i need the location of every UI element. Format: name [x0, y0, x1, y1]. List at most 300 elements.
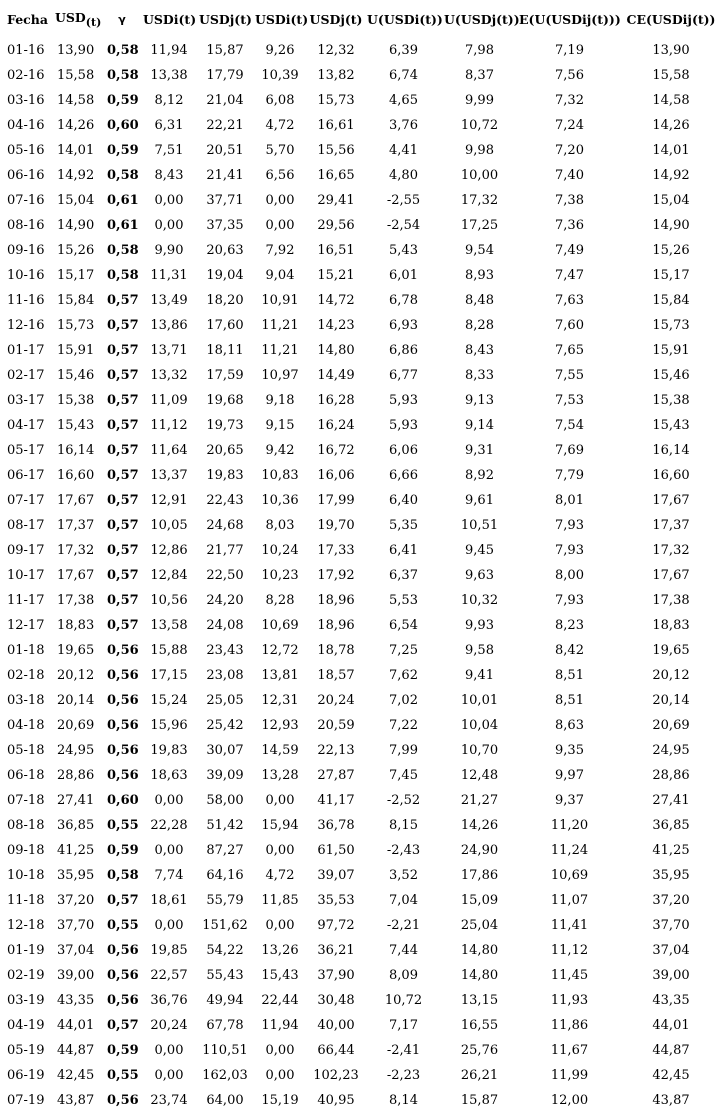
cell-e-u: 11,41 [550, 918, 589, 933]
cell-usd: 44,01 [57, 1018, 95, 1033]
cell-usdj-2: 15,21 [317, 268, 355, 283]
table-row [1, 488, 720, 513]
cell-e-u: 11,20 [550, 818, 589, 833]
cell-usdi-2: 13,26 [261, 943, 299, 958]
cell-usdj-1: 64,16 [206, 868, 244, 883]
cell-usdj-1: 18,20 [206, 293, 244, 308]
cell-ce: 17,37 [652, 518, 690, 533]
cell-usd: 20,12 [57, 668, 95, 683]
cell-gamma: 0,57 [107, 343, 139, 358]
cell-usdj-2: 18,96 [317, 593, 355, 608]
cell-ce: 28,86 [652, 768, 690, 783]
cell-ce: 15,17 [652, 268, 690, 283]
cell-ce: 37,04 [652, 943, 690, 958]
cell-fecha: 03-17 [7, 393, 45, 408]
cell-usdj-1: 19,83 [206, 468, 244, 483]
cell-u-usdj: 14,80 [460, 943, 499, 958]
cell-u-usdi: 7,44 [389, 943, 418, 958]
cell-usdi-2: 0,00 [265, 793, 295, 808]
table-row [1, 338, 720, 363]
table-row [1, 288, 720, 313]
cell-usdj-2: 39,07 [317, 868, 355, 883]
cell-gamma: 0,57 [107, 618, 139, 633]
cell-usd: 17,67 [57, 568, 95, 583]
cell-gamma: 0,57 [107, 518, 139, 533]
cell-usdi-1: 13,71 [150, 343, 188, 358]
table-row [1, 1038, 720, 1063]
cell-e-u: 8,51 [555, 668, 584, 683]
cell-usdi-2: 0,00 [265, 218, 295, 233]
cell-fecha: 01-17 [7, 343, 45, 358]
cell-e-u: 8,00 [555, 568, 584, 583]
cell-ce: 20,69 [652, 718, 690, 733]
cell-usdi-1: 11,12 [150, 418, 188, 433]
cell-e-u: 7,60 [555, 318, 584, 333]
cell-u-usdi: 8,15 [389, 818, 418, 833]
cell-usdi-1: 22,57 [150, 968, 188, 983]
cell-usdi-1: 9,90 [154, 243, 184, 258]
table-row [1, 538, 720, 563]
cell-gamma: 0,57 [107, 593, 139, 608]
cell-u-usdj: 25,76 [460, 1043, 499, 1058]
cell-usdi-1: 7,51 [154, 143, 184, 158]
cell-usdi-2: 8,28 [265, 593, 295, 608]
cell-ce: 43,35 [652, 993, 690, 1008]
cell-usdi-1: 13,86 [150, 318, 188, 333]
cell-e-u: 7,49 [555, 243, 584, 258]
cell-usd: 44,87 [57, 1043, 95, 1058]
header-row [1, 0, 720, 38]
cell-usdj-2: 97,72 [317, 918, 355, 933]
cell-usdj-1: 25,42 [206, 718, 244, 733]
header-u-usdi: U(USDi(t)) [367, 11, 443, 27]
cell-usdj-1: 24,20 [206, 593, 244, 608]
cell-u-usdj: 9,41 [465, 668, 494, 683]
cell-usdj-1: 37,71 [206, 193, 244, 208]
cell-usdj-2: 16,65 [317, 168, 355, 183]
cell-ce: 15,26 [652, 243, 690, 258]
cell-usdj-1: 87,27 [206, 843, 244, 858]
cell-usdi-1: 15,96 [150, 718, 188, 733]
cell-ce: 14,90 [652, 218, 690, 233]
cell-usdi-2: 10,83 [261, 468, 299, 483]
cell-usd: 14,26 [57, 118, 95, 133]
cell-usdj-2: 14,80 [317, 343, 355, 358]
cell-u-usdj: 12,48 [460, 768, 499, 783]
cell-usdi-2: 12,93 [261, 718, 299, 733]
cell-usdi-2: 12,72 [261, 643, 299, 658]
cell-fecha: 07-19 [7, 1093, 45, 1108]
cell-usdi-2: 22,44 [261, 993, 299, 1008]
cell-usdi-2: 10,91 [261, 293, 299, 308]
cell-gamma: 0,61 [107, 218, 139, 233]
cell-usdj-2: 18,57 [317, 668, 355, 683]
cell-usdi-2: 6,08 [265, 93, 295, 108]
cell-usdi-1: 12,91 [150, 493, 188, 508]
cell-usdj-2: 29,41 [317, 193, 355, 208]
cell-ce: 15,04 [652, 193, 690, 208]
header-usdi-2: USDi(t) [255, 11, 309, 27]
cell-e-u: 9,97 [555, 768, 584, 783]
header-gamma: γ [118, 12, 126, 26]
cell-ce: 41,25 [652, 843, 690, 858]
cell-usdi-1: 8,43 [154, 168, 184, 183]
table-row [1, 1063, 720, 1088]
cell-fecha: 05-19 [7, 1043, 45, 1058]
cell-usdj-2: 15,56 [317, 143, 355, 158]
cell-usd: 39,00 [57, 968, 95, 983]
cell-ce: 15,46 [652, 368, 690, 383]
cell-gamma: 0,56 [107, 968, 139, 983]
cell-ce: 44,87 [652, 1043, 690, 1058]
cell-u-usdj: 9,98 [465, 143, 494, 158]
cell-ce: 15,91 [652, 343, 690, 358]
cell-usd: 15,84 [57, 293, 95, 308]
cell-fecha: 01-18 [7, 643, 45, 658]
cell-usd: 16,14 [57, 443, 95, 458]
cell-fecha: 10-16 [7, 268, 45, 283]
cell-usdi-1: 20,24 [150, 1018, 188, 1033]
table-row [1, 238, 720, 263]
cell-gamma: 0,59 [107, 143, 139, 158]
cell-ce: 20,12 [652, 668, 690, 683]
cell-u-usdi: 6,74 [389, 68, 418, 83]
cell-usdj-1: 22,43 [206, 493, 244, 508]
cell-usdi-2: 8,03 [265, 518, 295, 533]
cell-fecha: 04-17 [7, 418, 45, 433]
cell-u-usdi: 6,40 [389, 493, 418, 508]
table-row [1, 588, 720, 613]
cell-e-u: 7,69 [555, 443, 584, 458]
cell-usd: 17,32 [57, 543, 95, 558]
cell-e-u: 11,93 [550, 993, 589, 1008]
cell-u-usdi: 10,72 [384, 993, 423, 1008]
cell-u-usdi: 7,45 [389, 768, 418, 783]
cell-ce: 43,87 [652, 1093, 690, 1108]
cell-usdj-2: 14,23 [317, 318, 355, 333]
cell-usdj-2: 22,13 [317, 743, 355, 758]
cell-usdi-1: 19,83 [150, 743, 188, 758]
table-row [1, 563, 720, 588]
cell-usdj-1: 20,65 [206, 443, 244, 458]
cell-usdj-2: 17,99 [317, 493, 355, 508]
cell-usd: 28,86 [57, 768, 95, 783]
cell-usdi-2: 6,56 [265, 168, 295, 183]
cell-fecha: 05-17 [7, 443, 45, 458]
cell-fecha: 12-16 [7, 318, 45, 333]
cell-usdi-1: 11,31 [150, 268, 188, 283]
cell-usdj-1: 22,50 [206, 568, 244, 583]
cell-usdi-1: 10,56 [150, 593, 188, 608]
cell-usdi-1: 19,85 [150, 943, 188, 958]
cell-u-usdi: 6,77 [389, 368, 418, 383]
cell-u-usdj: 10,70 [460, 743, 499, 758]
cell-e-u: 11,99 [550, 1068, 589, 1083]
header-usd-sub: (t) [85, 15, 102, 29]
cell-u-usdj: 10,01 [460, 693, 499, 708]
cell-usdi-1: 0,00 [154, 193, 184, 208]
cell-u-usdj: 9,93 [465, 618, 494, 633]
cell-ce: 18,83 [652, 618, 690, 633]
cell-usdi-1: 11,94 [150, 43, 188, 58]
cell-u-usdj: 7,98 [465, 43, 494, 58]
cell-fecha: 11-16 [7, 293, 45, 308]
cell-ce: 16,14 [652, 443, 690, 458]
table-row [1, 938, 720, 963]
cell-usd: 20,14 [57, 693, 95, 708]
cell-gamma: 0,55 [107, 818, 139, 833]
cell-usdj-2: 36,21 [317, 943, 355, 958]
cell-usdj-1: 54,22 [206, 943, 244, 958]
cell-usdi-1: 18,61 [150, 893, 188, 908]
cell-fecha: 04-16 [7, 118, 45, 133]
cell-usdi-1: 12,84 [150, 568, 188, 583]
cell-usd: 43,35 [57, 993, 95, 1008]
cell-fecha: 06-19 [7, 1068, 45, 1083]
cell-u-usdi: 7,22 [389, 718, 418, 733]
header-usdj-1: USDj(t) [199, 11, 252, 27]
cell-e-u: 11,07 [550, 893, 589, 908]
cell-usd: 15,91 [57, 343, 95, 358]
cell-usdj-2: 16,28 [317, 393, 355, 408]
cell-usdi-1: 10,05 [150, 518, 188, 533]
cell-fecha: 09-18 [7, 843, 45, 858]
cell-ce: 14,58 [652, 93, 690, 108]
cell-ce: 16,60 [652, 468, 690, 483]
table-row [1, 863, 720, 888]
cell-usdi-2: 9,26 [265, 43, 295, 58]
cell-usd: 14,01 [57, 143, 95, 158]
table-row [1, 438, 720, 463]
cell-usd: 35,95 [57, 868, 95, 883]
table-row [1, 738, 720, 763]
cell-usdj-1: 17,59 [206, 368, 244, 383]
cell-usdi-2: 11,94 [261, 1018, 299, 1033]
header-u-usdj: U(USDj(t)) [444, 11, 520, 27]
cell-usdi-1: 8,12 [154, 93, 184, 108]
cell-ce: 44,01 [652, 1018, 690, 1033]
table-row [1, 263, 720, 288]
cell-usdj-1: 15,87 [206, 43, 244, 58]
cell-e-u: 7,54 [555, 418, 584, 433]
table-body [1, 38, 720, 1113]
cell-usdj-2: 15,73 [317, 93, 355, 108]
cell-u-usdj: 9,14 [465, 418, 494, 433]
cell-gamma: 0,58 [107, 243, 139, 258]
cell-usdj-2: 19,70 [317, 518, 355, 533]
cell-ce: 17,32 [652, 543, 690, 558]
cell-usdj-1: 19,04 [206, 268, 244, 283]
cell-usdj-1: 17,79 [206, 68, 244, 83]
cell-usdi-2: 0,00 [265, 1068, 295, 1083]
cell-u-usdj: 8,28 [465, 318, 494, 333]
cell-usd: 15,73 [57, 318, 95, 333]
cell-gamma: 0,57 [107, 1018, 139, 1033]
cell-usdj-1: 19,73 [206, 418, 244, 433]
cell-usdi-2: 4,72 [265, 868, 295, 883]
cell-fecha: 03-16 [7, 93, 45, 108]
cell-usdi-1: 0,00 [154, 218, 184, 233]
table-row [1, 913, 720, 938]
cell-u-usdj: 17,86 [460, 868, 499, 883]
cell-usdj-2: 13,82 [317, 68, 355, 83]
cell-fecha: 03-19 [7, 993, 45, 1008]
cell-usdj-2: 37,90 [317, 968, 355, 983]
cell-fecha: 01-16 [7, 43, 45, 58]
cell-e-u: 8,01 [555, 493, 584, 508]
cell-u-usdj: 10,72 [460, 118, 499, 133]
cell-usd: 15,26 [57, 243, 95, 258]
cell-gamma: 0,56 [107, 643, 139, 658]
cell-usdj-2: 18,96 [317, 618, 355, 633]
cell-usdi-2: 15,94 [261, 818, 299, 833]
cell-u-usdi: -2,23 [386, 1068, 421, 1083]
cell-e-u: 7,36 [555, 218, 584, 233]
cell-gamma: 0,57 [107, 568, 139, 583]
cell-usdi-1: 13,37 [150, 468, 188, 483]
cell-ce: 15,84 [652, 293, 690, 308]
cell-gamma: 0,58 [107, 43, 139, 58]
cell-fecha: 12-17 [7, 618, 45, 633]
table-row [1, 363, 720, 388]
cell-usdi-1: 13,58 [150, 618, 188, 633]
cell-ce: 13,90 [652, 43, 690, 58]
cell-u-usdj: 10,00 [460, 168, 499, 183]
cell-u-usdi: 5,43 [389, 243, 418, 258]
cell-u-usdj: 17,32 [460, 193, 499, 208]
cell-usdj-2: 18,78 [317, 643, 355, 658]
cell-usdi-2: 9,42 [265, 443, 295, 458]
cell-usdi-2: 0,00 [265, 193, 295, 208]
table-row [1, 513, 720, 538]
cell-usdi-1: 0,00 [154, 843, 184, 858]
cell-usdj-1: 162,03 [202, 1068, 248, 1083]
cell-gamma: 0,56 [107, 943, 139, 958]
table-row [1, 1088, 720, 1113]
cell-usdi-1: 7,74 [154, 868, 184, 883]
cell-gamma: 0,59 [107, 843, 139, 858]
cell-e-u: 7,79 [555, 468, 584, 483]
cell-u-usdj: 8,37 [465, 68, 494, 83]
cell-usd: 37,70 [57, 918, 95, 933]
cell-usdj-1: 21,41 [206, 168, 244, 183]
cell-e-u: 7,93 [555, 543, 584, 558]
cell-usdj-1: 58,00 [206, 793, 244, 808]
table-row [1, 888, 720, 913]
cell-u-usdi: -2,54 [386, 218, 421, 233]
cell-usd: 15,38 [57, 393, 95, 408]
cell-fecha: 02-19 [7, 968, 45, 983]
cell-gamma: 0,55 [107, 918, 139, 933]
cell-u-usdi: 5,93 [389, 393, 418, 408]
table-row [1, 638, 720, 663]
cell-gamma: 0,60 [107, 793, 139, 808]
cell-fecha: 03-18 [7, 693, 45, 708]
cell-gamma: 0,56 [107, 1093, 139, 1108]
cell-ce: 14,01 [652, 143, 690, 158]
table-row [1, 963, 720, 988]
cell-e-u: 7,63 [555, 293, 584, 308]
cell-fecha: 07-17 [7, 493, 45, 508]
table-row [1, 413, 720, 438]
cell-usdi-2: 11,85 [261, 893, 299, 908]
cell-ce: 24,95 [652, 743, 690, 758]
cell-ce: 37,70 [652, 918, 690, 933]
cell-gamma: 0,58 [107, 868, 139, 883]
cell-ce: 17,38 [652, 593, 690, 608]
cell-gamma: 0,60 [107, 118, 139, 133]
table-row [1, 813, 720, 838]
cell-e-u: 8,63 [555, 718, 584, 733]
cell-fecha: 04-18 [7, 718, 45, 733]
cell-usd: 15,17 [57, 268, 95, 283]
cell-usdj-1: 64,00 [206, 1093, 244, 1108]
cell-u-usdi: 4,80 [389, 168, 418, 183]
cell-u-usdj: 14,26 [460, 818, 499, 833]
cell-usdj-1: 55,43 [206, 968, 244, 983]
cell-gamma: 0,57 [107, 493, 139, 508]
cell-usdj-1: 20,63 [206, 243, 244, 258]
cell-usdi-2: 0,00 [265, 918, 295, 933]
cell-u-usdj: 9,13 [465, 393, 494, 408]
cell-u-usdi: 5,35 [389, 518, 418, 533]
cell-u-usdi: -2,41 [386, 1043, 421, 1058]
cell-gamma: 0,57 [107, 318, 139, 333]
cell-usd: 17,38 [57, 593, 95, 608]
cell-u-usdj: 9,54 [465, 243, 494, 258]
cell-e-u: 8,23 [555, 618, 584, 633]
cell-fecha: 11-18 [7, 893, 45, 908]
cell-u-usdj: 8,48 [465, 293, 494, 308]
cell-e-u: 11,24 [550, 843, 589, 858]
cell-usdi-2: 15,19 [261, 1093, 299, 1108]
cell-fecha: 08-16 [7, 218, 45, 233]
cell-e-u: 11,67 [550, 1043, 589, 1058]
table-row [1, 163, 720, 188]
table-row [1, 388, 720, 413]
cell-u-usdi: -2,21 [386, 918, 421, 933]
cell-e-u: 9,37 [555, 793, 584, 808]
cell-usdi-2: 0,00 [265, 843, 295, 858]
cell-u-usdj: 8,93 [465, 268, 494, 283]
cell-e-u: 7,56 [555, 68, 584, 83]
cell-usdj-2: 36,78 [317, 818, 355, 833]
cell-usd: 15,46 [57, 368, 95, 383]
header-usdi-1: USDi(t) [143, 11, 197, 27]
cell-usdj-1: 19,68 [206, 393, 244, 408]
cell-usdj-1: 22,21 [206, 118, 244, 133]
cell-ce: 17,67 [652, 568, 690, 583]
cell-usdj-1: 110,51 [202, 1043, 248, 1058]
cell-usdi-1: 23,74 [150, 1093, 188, 1108]
cell-usdj-1: 20,51 [206, 143, 244, 158]
cell-fecha: 10-18 [7, 868, 45, 883]
cell-usd: 17,67 [57, 493, 95, 508]
header-usd-main: USD [55, 9, 86, 25]
table-row [1, 988, 720, 1013]
cell-usd: 20,69 [57, 718, 95, 733]
cell-usdj-1: 151,62 [202, 918, 248, 933]
cell-gamma: 0,56 [107, 668, 139, 683]
cell-usdj-1: 51,42 [206, 818, 244, 833]
header-ce: CE(USDij(t)) [626, 11, 716, 27]
cell-fecha: 08-17 [7, 518, 45, 533]
cell-u-usdi: 6,78 [389, 293, 418, 308]
cell-usd: 14,92 [57, 168, 95, 183]
cell-usdi-2: 11,21 [261, 343, 299, 358]
cell-usd: 18,83 [57, 618, 95, 633]
cell-gamma: 0,57 [107, 368, 139, 383]
